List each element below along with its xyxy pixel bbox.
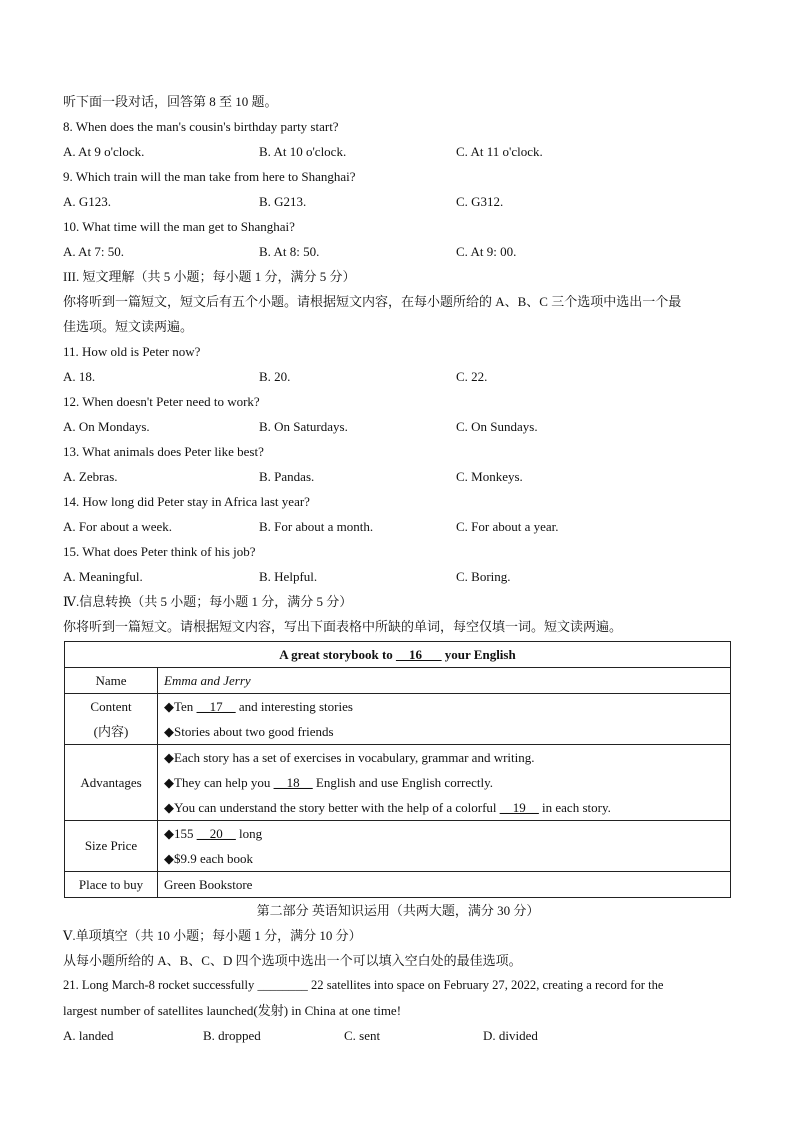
option-a: A. On Mondays. — [63, 419, 150, 434]
options-9 — [63, 189, 733, 214]
part-2-heading: 第二部分 英语知识运用（共两大题，满分 30 分） — [256, 903, 540, 918]
section-4-heading: Ⅳ.信息转换（共 5 小题；每小题 1 分，满分 5 分） — [63, 594, 353, 609]
size-line: ◆ 155 __20__ long — [164, 821, 724, 846]
table-title — [65, 642, 731, 668]
option-b: B. Pandas. — [259, 469, 315, 484]
option-a: A. Meaningful. — [63, 569, 143, 584]
name-value: Emma and Jerry — [164, 673, 251, 688]
advantages-line-3: ◆ You can understand the story better with the help of a colorful __19__ in each story. — [164, 795, 724, 820]
question-15: 15. What does Peter think of his job? — [63, 544, 256, 559]
advantages-line-2: ◆ They can help you __18__ English and use English correctly. — [164, 770, 724, 795]
row-value-name — [158, 668, 731, 694]
row-value-content — [158, 694, 731, 745]
content-label-cn: (内容) — [93, 724, 129, 739]
row-value-advantages — [158, 745, 731, 821]
option-c: C. Monkeys. — [456, 469, 523, 484]
option-a: A. For about a week. — [63, 519, 173, 534]
option-a: A. landed — [63, 1028, 114, 1043]
option-b: B. At 8: 50. — [259, 244, 320, 259]
option-c: C. On Sundays. — [456, 419, 538, 434]
option-c: C. At 11 o'clock. — [456, 144, 543, 159]
options-12 — [63, 414, 733, 439]
option-a: A. G123. — [63, 194, 112, 209]
option-c: C. G312. — [456, 194, 504, 209]
question-14: 14. How long did Peter stay in Africa last year? — [63, 494, 310, 509]
option-b: B. Helpful. — [259, 569, 318, 584]
section-5-heading: Ⅴ.单项填空（共 10 小题；每小题 1 分，满分 10 分） — [63, 928, 362, 943]
option-b: B. On Saturdays. — [259, 419, 348, 434]
question-10: 10. What time will the man get to Shanghai? — [63, 219, 295, 234]
option-b: B. dropped — [203, 1028, 261, 1043]
info-table — [64, 641, 731, 898]
section-3-instruction-2: 佳选项。短文读两遍。 — [63, 319, 194, 334]
section-5-instruction: 从每小题所给的 A、B、C、D 四个选项中选出一个可以填入空白处的最佳选项。 — [63, 953, 522, 968]
blank-20: __20__ — [196, 826, 236, 841]
row-label-place: Place to buy — [65, 872, 158, 898]
dialog-intro: 听下面一段对话，回答第 8 至 10 题。 — [63, 94, 278, 109]
options-8 — [63, 139, 733, 164]
option-c: C. For about a year. — [456, 519, 559, 534]
option-c: C. Boring. — [456, 569, 511, 584]
options-10 — [63, 239, 733, 264]
row-label-name: Name — [65, 668, 158, 694]
option-a: A. At 9 o'clock. — [63, 144, 145, 159]
exam-page — [63, 89, 733, 1048]
options-14 — [63, 514, 733, 539]
place-value: Green Bookstore — [164, 877, 253, 892]
question-11: 11. How old is Peter now? — [63, 344, 201, 359]
question-21-line-1: 21. Long March-8 rocket successfully ________ 22 satellites into space on February 27, 2022, creating a record for the — [63, 978, 664, 992]
option-b: B. G213. — [259, 194, 307, 209]
table-title-text-end: your English — [441, 646, 516, 662]
content-line-2: ◆ Stories about two good friends — [164, 719, 724, 744]
price-line: ◆ $9.9 each book — [164, 846, 724, 871]
option-a: A. 18. — [63, 369, 96, 384]
row-label-size-price: Size Price — [65, 821, 158, 872]
question-21-line-2: largest number of satellites launched(发射) in China at one time! — [63, 1003, 402, 1018]
option-b: B. 20. — [259, 369, 291, 384]
question-13: 13. What animals does Peter like best? — [63, 444, 264, 459]
section-3-instruction-1: 你将听到一篇短文，短文后有五个小题。请根据短文内容，在每小题所给的 A、B、C 三个选项中选出一个最 — [63, 294, 682, 309]
options-21 — [63, 1023, 733, 1048]
option-d: D. divided — [483, 1028, 538, 1043]
table-title-text: A great storybook to — [279, 646, 397, 662]
content-label: Content — [90, 699, 132, 714]
blank-17: __17__ — [196, 699, 236, 714]
option-b: B. For about a month. — [259, 519, 374, 534]
options-15 — [63, 564, 733, 589]
question-9: 9. Which train will the man take from here to Shanghai? — [63, 169, 356, 184]
options-13 — [63, 464, 733, 489]
options-11 — [63, 364, 733, 389]
row-label-advantages: Advantages — [65, 745, 158, 821]
blank-19: __19__ — [499, 800, 539, 815]
row-value-place — [158, 872, 731, 898]
option-a: A. Zebras. — [63, 469, 118, 484]
row-value-size-price — [158, 821, 731, 872]
option-c: C. At 9: 00. — [456, 244, 517, 259]
blank-16: __16___ — [396, 646, 442, 662]
question-12: 12. When doesn't Peter need to work? — [63, 394, 260, 409]
option-c: C. sent — [344, 1028, 381, 1043]
blank-18: __18__ — [273, 775, 313, 790]
option-a: A. At 7: 50. — [63, 244, 125, 259]
section-3-heading: III. 短文理解（共 5 小题；每小题 1 分，满分 5 分） — [63, 269, 356, 284]
content-line-1: ◆ Ten __17__ and interesting stories — [164, 694, 724, 719]
option-c: C. 22. — [456, 369, 488, 384]
question-8: 8. When does the man's cousin's birthday party start? — [63, 119, 339, 134]
section-4-instruction: 你将听到一篇短文。请根据短文内容，写出下面表格中所缺的单词，每空仅填一词。短文读两遍。 — [63, 619, 623, 634]
advantages-line-1: ◆ Each story has a set of exercises in vocabulary, grammar and writing. — [164, 745, 724, 770]
row-label-content — [65, 694, 158, 745]
option-b: B. At 10 o'clock. — [259, 144, 347, 159]
